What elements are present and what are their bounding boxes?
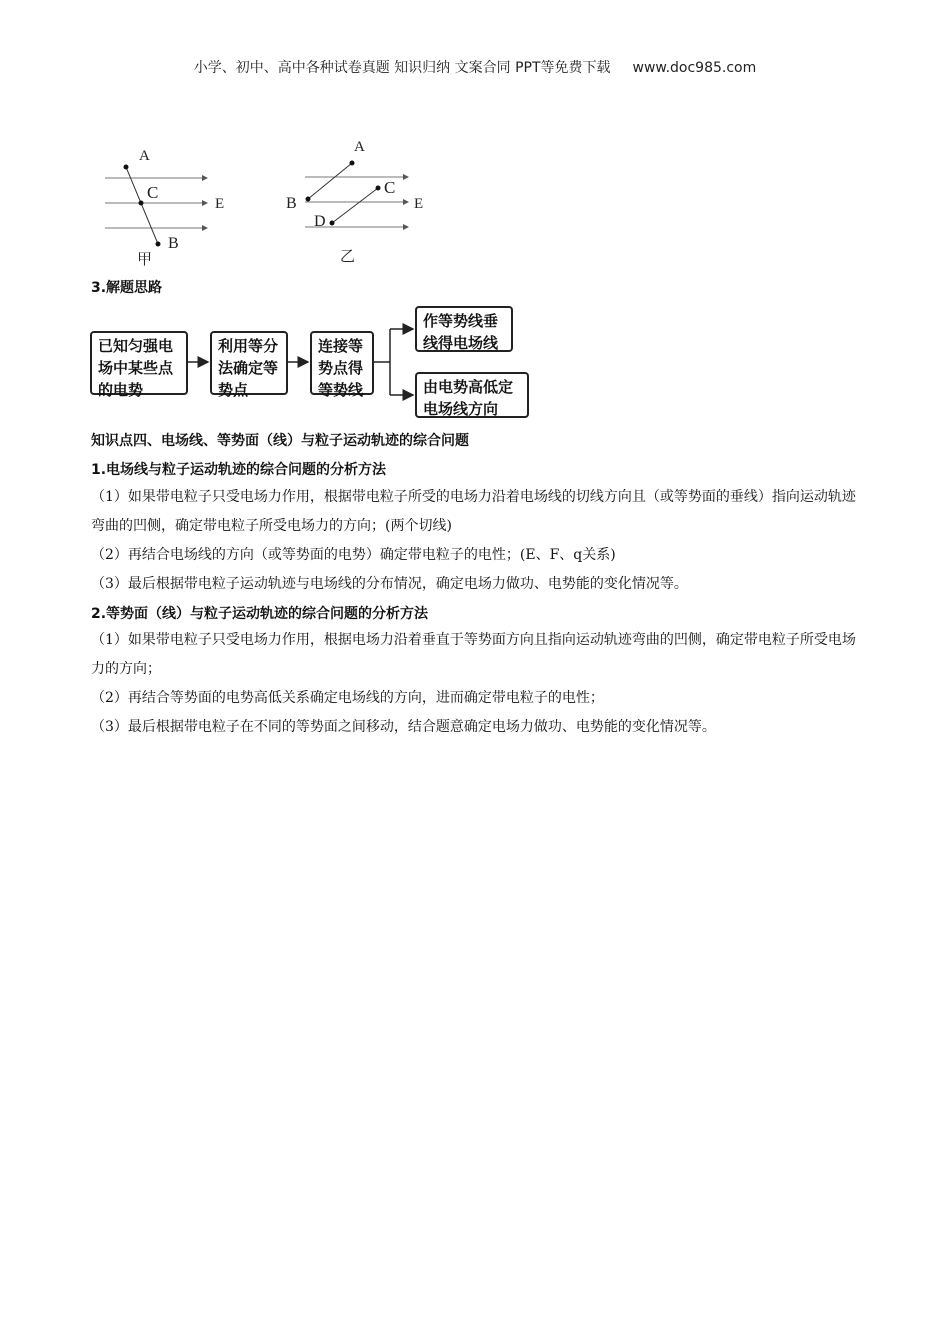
part2-item-2: （2）再结合等势面的电势高低关系确定电场线的方向，进而确定带电粒子的电性；: [91, 690, 604, 706]
flow-box-perpendicular: 作等势线垂线得电场线: [415, 306, 513, 352]
part2-item-3: （3）最后根据带电粒子在不同的等势面之间移动，结合题意确定电场力做功、电势能的变化情况等。: [91, 719, 716, 735]
label-c: C: [384, 178, 396, 197]
part1-item-2: （2）再结合电场线的方向（或等势面的电势）确定带电粒子的电性；(E、F、q关系): [91, 547, 616, 563]
label-d: D: [314, 213, 326, 230]
knowledge4-part2-title: 2.等势面（线）与粒子运动轨迹的综合问题的分析方法: [91, 606, 429, 622]
part2-item-1: （1）如果带电粒子只受电场力作用，根据电场力沿着垂直于等势面方向且指向运动轨迹弯曲的凹侧，确定带电粒子所受电场力的方向；: [91, 632, 856, 677]
knowledge4-part1-title: 1.电场线与粒子运动轨迹的综合问题的分析方法: [91, 462, 387, 478]
caption-yi: 乙: [340, 249, 356, 265]
label-a: A: [139, 148, 150, 164]
flow-box-equal-division: 利用等分法确定等势点: [210, 331, 288, 395]
label-b: B: [168, 235, 179, 252]
knowledge4-title: 知识点四、电场线、等势面（线）与粒子运动轨迹的综合问题: [91, 433, 469, 449]
header-text: 小学、初中、高中各种试卷真题 知识归纳 文案合同 PPT等免费下载: [193, 60, 611, 76]
label-e: E: [215, 196, 225, 212]
label-b: B: [286, 195, 297, 212]
label-c: C: [147, 183, 159, 202]
flow-box-direction: 由电势高低定电场线方向: [415, 372, 529, 418]
part1-item-1: （1）如果带电粒子只受电场力作用，根据带电粒子所受的电场力沿着电场线的切线方向且（或等势面的垂线）指向运动轨迹弯曲的凹侧，确定带电粒子所受电场力的方向；(两个切线): [91, 489, 856, 534]
label-a: A: [354, 139, 365, 155]
flow-box-connect-points: 连接等势点得等势线: [310, 331, 374, 395]
flow-box-known-potential: 已知匀强电场中某些点的电势: [90, 331, 188, 395]
part1-item-3: （3）最后根据带电粒子运动轨迹与电场线的分布情况，确定电场力做功、电势能的变化情况等。: [91, 576, 688, 592]
header-url[interactable]: www.doc985.com: [632, 60, 757, 76]
caption-jia: 甲: [137, 252, 153, 268]
label-e: E: [414, 196, 424, 212]
section3-title: 3.解题思路: [91, 280, 163, 296]
